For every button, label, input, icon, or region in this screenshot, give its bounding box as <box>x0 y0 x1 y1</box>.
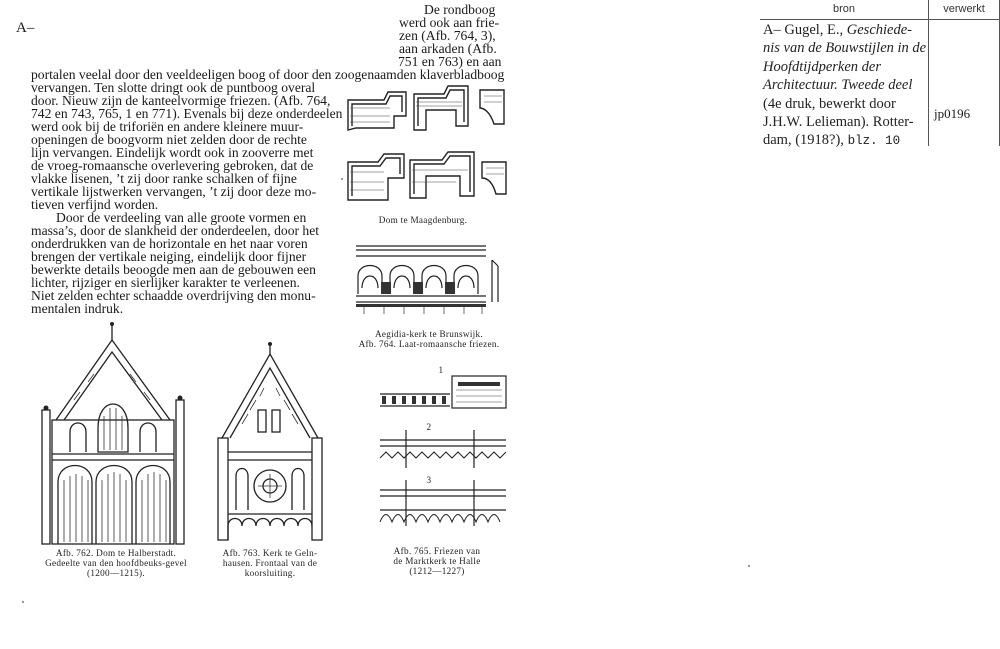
text-line: lichter, rijziger en sierlijker karakter te verleenen. <box>31 275 300 290</box>
frieze-number: 3 <box>426 475 432 485</box>
caption-afb762: Gedeelte van den hoofdbeuks-gevel <box>45 558 187 568</box>
source-details: (4e druk, bewerkt door J.H.W. Lelieman). Rotter- dam, (1918?), <box>763 95 914 149</box>
caption-afb763: koorsluiting. <box>244 568 296 578</box>
scan-speck <box>22 601 24 603</box>
text-line: De rondboog <box>424 2 496 17</box>
header-bron: bron <box>832 3 856 15</box>
text-line: werd ook aan frie- <box>399 15 500 30</box>
figure-maagdenburg-cornices <box>344 82 510 212</box>
text-line: werd ook bij de triforiën en andere kleinere muur- <box>31 119 304 134</box>
text-line: mentalen indruk. <box>31 301 124 316</box>
text-line: vlakke lisenen, ’t zij door ranke schalken of fijne <box>31 171 297 186</box>
caption-afb765: de Marktkerk te Halle <box>393 556 481 566</box>
text-line: vertikale lijstwerken vervangen, ’t zij door deze mo- <box>31 184 317 199</box>
text-line: zen (Afb. 764, 3), <box>399 28 496 43</box>
caption-aegidia-kerk: Aegidia-kerk te Brunswijk. <box>374 329 484 339</box>
caption-afb763: hausen. Frontaal van de <box>222 558 318 568</box>
source-title: Geschiede- nis van de Bouwstijlen in de Hoofdtijdperken der Architectuur. Tweede deel <box>763 22 927 94</box>
header-verwerkt: verwerkt <box>943 3 985 15</box>
text-line: brengen der vertikale neiging, eindelijk door fijner <box>31 249 307 264</box>
source-citation <box>763 21 928 151</box>
text-line: Door de verdeeling van alle groote vormen en <box>56 210 307 225</box>
table-rule <box>760 19 1000 20</box>
text-line: aan arkaden (Afb. <box>399 41 497 56</box>
caption-afb764: Afb. 764. Laat-romaansche friezen. <box>358 339 500 349</box>
text-line: 751 en 763) en aan <box>398 54 502 69</box>
source-pages: blz. 10 <box>847 134 901 149</box>
text-line: door. Nieuw zijn de kanteelvormige friezen. (Afb. 764, <box>31 93 331 108</box>
figure-marktkerk-friezen <box>378 366 508 536</box>
text-line: Niet zelden echter schaadde overdrijving den monu- <box>31 288 316 303</box>
figure-aegidia-frieze <box>354 242 504 320</box>
text-line: bewerkte details beoogde men aan de gebouwen een <box>31 262 316 277</box>
text-line: massa’s, door de slankheid der onderdeelen, door het <box>31 223 320 238</box>
text-line: portalen veelal door den veeldeeligen boog of door den zoogenaamden klaverbladboog <box>31 67 505 82</box>
caption-afb762: Afb. 762. Dom te Halberstadt. <box>55 548 177 558</box>
caption-afb763: Afb. 763. Kerk te Geln- <box>222 548 318 558</box>
text-line: vervangen. Ten slotte dringt ook de puntboog overal <box>31 80 316 95</box>
table-divider <box>928 0 929 146</box>
page-marker: A– <box>16 20 35 36</box>
caption-dom-maagdenburg: Dom te Maagdenburg. <box>378 215 468 225</box>
text-line: openingen de boogvorm niet zelden door de rechte <box>31 132 307 147</box>
frieze-number: 2 <box>426 422 432 432</box>
text-line: tieven verfijnd worden. <box>31 197 159 212</box>
frieze-number: 1 <box>438 365 444 375</box>
caption-afb762: (1200—1215). <box>87 568 145 578</box>
source-table <box>760 0 1000 150</box>
caption-afb765: Afb. 765. Friezen van <box>393 546 481 556</box>
figure-halberstadt-gable <box>36 320 196 546</box>
text-line: onderdrukken van de horizontale en het naar voren <box>31 236 308 251</box>
caption-afb765: (1212—1227) <box>409 566 465 576</box>
scan-speck <box>748 565 750 567</box>
figure-gelnhausen-frontal <box>214 340 326 542</box>
text-line: lijn vervangen. Eindelijk wordt ook in zooverre met <box>31 145 314 160</box>
text-line: de vroeg-romaansche overlevering gebroken, dat de <box>31 158 314 173</box>
source-prefix: A– Gugel, E., <box>763 22 847 38</box>
text-line: 742 en 743, 765, 1 en 771). Evenals bij deze onderdeelen <box>31 106 343 121</box>
verwerkt-value: jp0196 <box>934 106 971 121</box>
scan-speck <box>341 178 343 180</box>
